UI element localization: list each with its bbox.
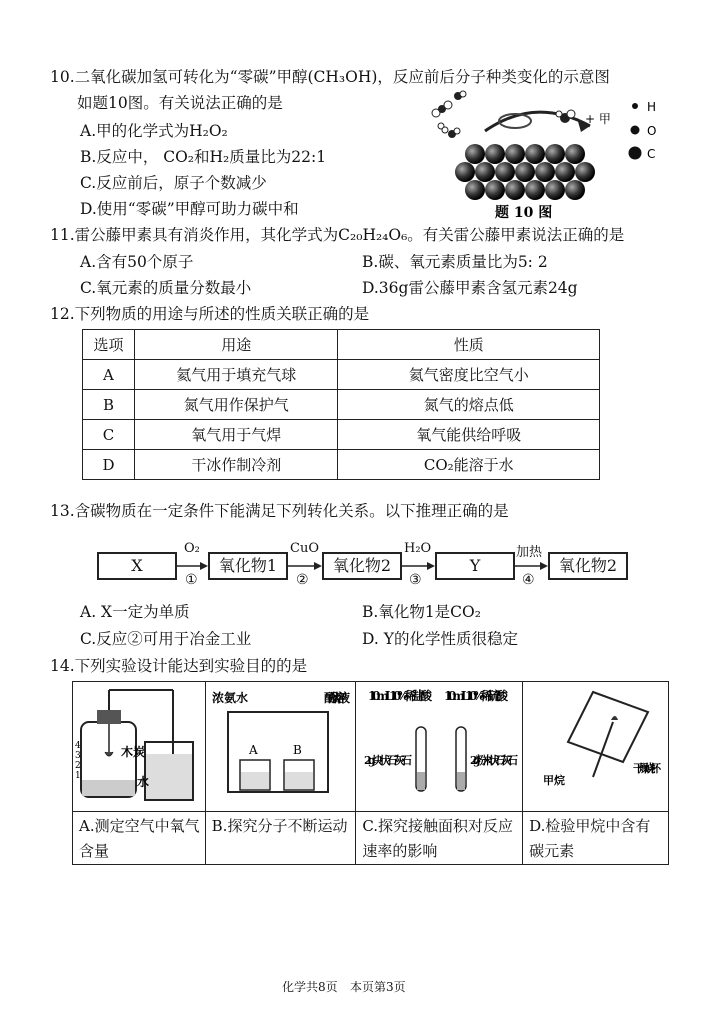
reagent-h2o: H₂O <box>404 541 432 556</box>
powder-label: 2g粉末状石灰石 <box>470 754 519 767</box>
row-property: 氮气的熔点低 <box>338 390 600 420</box>
q14-stem: 14.下列实验设计能达到实验目的的是 <box>50 657 308 675</box>
row-property: 氧气能供给呼吸 <box>338 420 600 450</box>
flow-box-oxide2-final: 氧化物2 <box>548 552 628 580</box>
product-text: + 甲 <box>585 112 611 126</box>
reagent-o2: O₂ <box>184 541 200 556</box>
row-use: 干冰作制冷剂 <box>134 450 338 480</box>
row-property: 氦气密度比空气小 <box>338 360 600 390</box>
q10-figure <box>425 86 675 221</box>
step-4: ④ <box>522 572 535 588</box>
methane-test-apparatus <box>523 682 667 807</box>
table-row <box>83 450 600 480</box>
q12-stem: 12.下列物质的用途与所述的性质关联正确的是 <box>50 305 370 323</box>
figure-row <box>73 682 669 812</box>
q13-stem: 13.含碳物质在一定条件下能满足下列转化关系。以下推理正确的是 <box>50 502 509 520</box>
q14-table <box>72 681 669 865</box>
figure-b <box>205 682 356 812</box>
scale-2: 2 <box>75 761 81 771</box>
figure-a <box>73 682 206 812</box>
step-3: ③ <box>409 572 422 588</box>
table-row <box>83 420 600 450</box>
flow-box-oxide1: 氧化物1 <box>208 552 288 580</box>
flow-box-x: X <box>97 552 177 580</box>
reagent-cuo: CuO <box>290 541 319 556</box>
q13-option-a: A. X一定为单质 <box>80 603 190 621</box>
q11-option-b: B.碳、氧元素质量比为5: 2 <box>362 253 548 271</box>
methane-label: 甲烷 <box>543 774 566 787</box>
q10-option-d: D.使用“零碳”甲醇可助力碳中和 <box>80 200 299 218</box>
water-label: 水 <box>137 775 150 789</box>
row-label: A <box>83 360 135 390</box>
reagent-heat: 加热 <box>516 545 543 560</box>
caption-a: A.测定空气中氧气含量 <box>73 812 206 865</box>
flow-arrows <box>0 548 720 588</box>
row-use: 氧气用于气焊 <box>134 420 338 450</box>
caption-b: B.探究分子不断运动 <box>205 812 356 865</box>
q12-table <box>82 329 600 480</box>
q11-option-c: C.氧元素的质量分数最小 <box>80 279 252 297</box>
header-option: 选项 <box>83 330 135 360</box>
h2so4-label: 10mL10%稀硫酸 <box>444 689 509 703</box>
scale-3: 3 <box>75 751 81 761</box>
molecule-motion-apparatus <box>206 682 354 807</box>
row-property: CO₂能溶于水 <box>338 450 600 480</box>
row-label: C <box>83 420 135 450</box>
charcoal-label: 木炭 <box>121 745 146 759</box>
flow-box-oxide2: 氧化物2 <box>322 552 402 580</box>
legend-c: C <box>647 147 656 161</box>
ammonia-label: 浓氨水 <box>211 691 248 705</box>
footer-current: 本页第3页 <box>350 980 406 994</box>
header-property: 性质 <box>338 330 600 360</box>
figure-d <box>523 682 669 812</box>
q11-option-d: D.36g雷公藤甲素含氢元素24g <box>362 279 578 297</box>
q11-stem: 11.雷公藤甲素具有消炎作用，其化学式为C₂₀H₂₄O₆。有关雷公藤甲素说法正确的是 <box>50 226 625 244</box>
legend-h: H <box>647 100 657 114</box>
q13-option-c: C.反应②可用于冶金工业 <box>80 630 252 648</box>
scale-1: 1 <box>75 771 81 781</box>
reaction-rate-apparatus <box>356 682 521 807</box>
q10-stem-line1: 10.二氧化碳加氢可转化为“零碳”甲醇(CH₃OH)，反应前后分子种类变化的示意图 <box>50 68 610 86</box>
q10-figure-caption: 题 10 图 <box>495 205 553 221</box>
table-row <box>83 360 600 390</box>
row-use: 氦气用于填充气球 <box>134 360 338 390</box>
beaker-b-label: B <box>292 743 302 757</box>
legend-o: O <box>647 124 657 138</box>
scale-4: 4 <box>75 741 81 751</box>
step-1: ① <box>185 572 198 588</box>
caption-c: C.探究接触面积对反应速率的影响 <box>356 812 523 865</box>
q13-option-d: D. Y的化学性质很稳定 <box>362 630 518 648</box>
q10-option-c: C.反应前后，原子个数减少 <box>80 174 267 192</box>
q10-option-b: B.反应中， CO₂和H₂质量比为22:1 <box>80 148 327 166</box>
q10-stem-line2: 如题10图。有关说法正确的是 <box>77 94 283 112</box>
lump-label: 2g块状石灰石 <box>364 754 413 767</box>
air-oxygen-apparatus <box>73 682 203 807</box>
caption-row <box>73 812 669 865</box>
row-label: D <box>83 450 135 480</box>
table-header-row <box>83 330 600 360</box>
step-2: ② <box>296 572 309 588</box>
table-row <box>83 390 600 420</box>
hcl-label: 10mL10%稀盐酸 <box>368 689 433 703</box>
beaker-a-label: A <box>248 743 258 757</box>
q10-option-a: A.甲的化学式为H₂O₂ <box>80 122 228 140</box>
figure-c <box>356 682 523 812</box>
header-use: 用途 <box>134 330 338 360</box>
phenolphthalein-label: 酚酞溶液 <box>323 691 350 705</box>
dry-beaker-label: 干燥烧杯 <box>633 762 662 775</box>
row-use: 氮气用作保护气 <box>134 390 338 420</box>
caption-d: D.检验甲烷中含有碳元素 <box>523 812 669 865</box>
row-label: B <box>83 390 135 420</box>
q11-option-a: A.含有50个原子 <box>80 253 194 271</box>
footer-total: 化学共8页 <box>282 980 338 994</box>
reaction-diagram <box>425 86 675 221</box>
flow-box-y: Y <box>435 552 515 580</box>
q13-option-b: B.氧化物1是CO₂ <box>362 603 481 621</box>
